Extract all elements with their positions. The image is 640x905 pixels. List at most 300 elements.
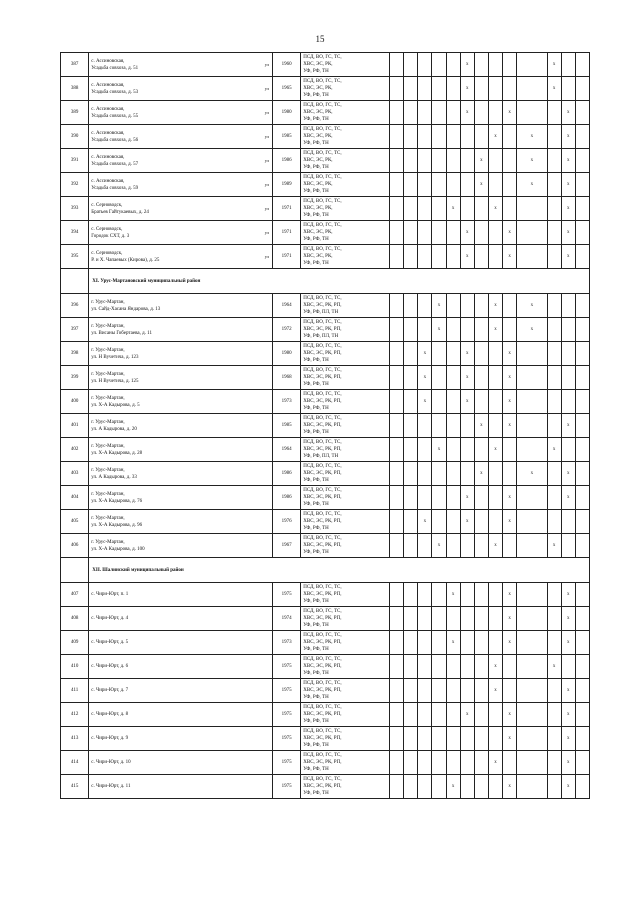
year-mark-cell — [517, 53, 547, 77]
address-cell — [89, 318, 273, 342]
year-mark-cell — [561, 438, 575, 462]
year-mark-cell — [503, 173, 517, 197]
year-mark-cell — [488, 727, 502, 751]
year-mark-cell — [432, 366, 446, 390]
year-mark-cell — [517, 727, 547, 751]
year-mark-cell — [503, 125, 517, 149]
address-cell — [89, 462, 273, 486]
works-line: ПСД, ВО, ГС, ТС, — [303, 585, 342, 590]
year-mark-cell — [446, 462, 460, 486]
year-mark-cell — [418, 221, 432, 245]
year-mark-cell — [432, 655, 446, 679]
year-mark-cell — [390, 583, 404, 607]
year-mark-cell — [547, 294, 561, 318]
table-row — [61, 486, 590, 510]
year-mark-cell — [460, 679, 474, 703]
year-mark-cell — [575, 751, 589, 775]
table-row — [61, 390, 590, 414]
year-mark-cell — [418, 77, 432, 101]
year-mark-cell — [432, 727, 446, 751]
works-line: ХВС, ЭС, РК, РП, — [303, 664, 342, 669]
row-number: 396 — [61, 294, 89, 318]
year-mark-cell: х — [561, 125, 575, 149]
row-number: 410 — [61, 655, 89, 679]
works-line: УФ, РФ, ТН — [303, 141, 329, 146]
address-line-1: с. Ассиновская, — [91, 154, 125, 160]
year-mark-cell — [390, 414, 404, 438]
year-mark-cell — [418, 245, 432, 269]
address-line-2: ул. Н Вучетича, д. 125 — [91, 378, 139, 384]
year-mark-cell — [446, 655, 460, 679]
table-row — [61, 173, 590, 197]
address-cell — [89, 342, 273, 366]
year-mark-cell: х — [561, 462, 575, 486]
address-cell — [89, 655, 273, 679]
works-line: ХВС, ЭС, РК, РП, — [303, 784, 342, 789]
build-year: 1980 — [273, 342, 301, 366]
year-mark-cell — [446, 221, 460, 245]
address-line-1: с. Чири-Юрт, д. 4 — [91, 616, 129, 621]
year-mark-cell — [517, 607, 547, 631]
year-mark-cell — [488, 607, 502, 631]
address-cell — [89, 679, 273, 703]
year-mark-cell — [418, 438, 432, 462]
year-mark-cell — [460, 462, 474, 486]
year-mark-cell — [404, 173, 418, 197]
works-line: УФ, РФ, ТН — [303, 791, 329, 796]
build-year: 1975 — [273, 775, 301, 799]
year-mark-cell — [390, 631, 404, 655]
year-mark-cell — [446, 294, 460, 318]
works-line: УФ, РФ, ТН — [303, 93, 329, 98]
year-mark-cell: х — [474, 414, 488, 438]
year-mark-cell — [517, 245, 547, 269]
year-mark-cell — [390, 53, 404, 77]
year-mark-cell: х — [460, 53, 474, 77]
street-suffix: ул — [264, 230, 269, 235]
year-mark-cell — [474, 607, 488, 631]
build-year: 1986 — [273, 462, 301, 486]
year-mark-cell — [561, 318, 575, 342]
year-mark-cell: х — [503, 510, 517, 534]
works-list — [301, 703, 390, 727]
works-line: УФ, РФ, ТН — [303, 671, 329, 676]
section-title: XI. Урус-Мартановский муниципальный район — [89, 269, 590, 294]
year-mark-cell — [404, 149, 418, 173]
year-mark-cell: х — [561, 727, 575, 751]
year-mark-cell — [575, 631, 589, 655]
year-mark-cell — [488, 366, 502, 390]
year-mark-cell — [517, 221, 547, 245]
street-suffix: ул — [264, 86, 269, 91]
address-cell — [89, 101, 273, 125]
year-mark-cell: х — [474, 173, 488, 197]
year-mark-cell — [488, 462, 502, 486]
row-number: 409 — [61, 631, 89, 655]
table-row — [61, 727, 590, 751]
year-mark-cell — [418, 462, 432, 486]
address-line-1: г. Урус-Мартан, — [91, 299, 125, 305]
row-number: 405 — [61, 510, 89, 534]
address-cell — [89, 77, 273, 101]
works-line: ПСД, ВО, ГС, ТС, — [303, 79, 342, 84]
year-mark-cell — [390, 486, 404, 510]
year-mark-cell — [517, 390, 547, 414]
year-mark-cell — [404, 125, 418, 149]
row-number: 398 — [61, 342, 89, 366]
address-cell — [89, 438, 273, 462]
year-mark-cell — [404, 679, 418, 703]
row-number: 400 — [61, 390, 89, 414]
address-line-2: Усадьба совхоза, д. 51 — [91, 65, 139, 71]
works-list — [301, 655, 390, 679]
address-cell — [89, 727, 273, 751]
year-mark-cell — [561, 390, 575, 414]
year-mark-cell — [517, 775, 547, 799]
year-mark-cell: х — [561, 486, 575, 510]
year-mark-cell — [517, 414, 547, 438]
year-mark-cell — [446, 342, 460, 366]
year-mark-cell — [547, 703, 561, 727]
row-number: 390 — [61, 125, 89, 149]
works-line: ПСД, ВО, ГС, ТС, — [303, 151, 342, 156]
table-row — [61, 149, 590, 173]
year-mark-cell — [446, 486, 460, 510]
year-mark-cell — [547, 125, 561, 149]
row-number: 414 — [61, 751, 89, 775]
address-line-2: ул. Висаны Гобертаева, д. 11 — [91, 330, 152, 336]
year-mark-cell — [460, 149, 474, 173]
year-mark-cell — [460, 583, 474, 607]
year-mark-cell — [404, 342, 418, 366]
year-mark-cell — [418, 197, 432, 221]
table-row — [61, 679, 590, 703]
year-mark-cell — [575, 583, 589, 607]
year-mark-cell — [432, 101, 446, 125]
build-year: 1971 — [273, 197, 301, 221]
table-row — [61, 775, 590, 799]
address-line-1: с. Ассиновская, — [91, 58, 125, 64]
address-line-1: с. Чири-Юрт, д. 10 — [91, 760, 131, 765]
year-mark-cell — [488, 703, 502, 727]
year-mark-cell — [517, 703, 547, 727]
build-year: 1975 — [273, 751, 301, 775]
year-mark-cell: х — [561, 197, 575, 221]
year-mark-cell — [517, 583, 547, 607]
works-line: УФ, РФ, ТН — [303, 430, 329, 435]
works-line: ПСД, ВО, ГС, ТС, — [303, 681, 342, 686]
year-mark-cell: х — [561, 221, 575, 245]
row-number: 395 — [61, 245, 89, 269]
works-list — [301, 245, 390, 269]
year-mark-cell — [418, 727, 432, 751]
build-year: 1986 — [273, 486, 301, 510]
address-cell — [89, 366, 273, 390]
row-number: 401 — [61, 414, 89, 438]
year-mark-cell — [460, 438, 474, 462]
build-year: 1975 — [273, 679, 301, 703]
works-line: УФ, РФ, ТН — [303, 647, 329, 652]
works-line: УФ, РФ, ТН — [303, 261, 329, 266]
year-mark-cell — [404, 631, 418, 655]
year-mark-cell — [547, 149, 561, 173]
table-row — [61, 125, 590, 149]
year-mark-cell — [390, 679, 404, 703]
works-line: ПСД, ВО, ГС, ТС, — [303, 705, 342, 710]
build-year: 1975 — [273, 583, 301, 607]
address-cell — [89, 197, 273, 221]
works-line: УФ, РФ, ПЛ, ТН — [303, 454, 339, 459]
works-list — [301, 775, 390, 799]
address-line-2: ул. А Кадырова, д. 33 — [91, 474, 137, 480]
year-mark-cell — [517, 101, 547, 125]
address-cell — [89, 414, 273, 438]
address-line-1: г. Урус-Мартан, — [91, 347, 125, 353]
year-mark-cell — [390, 703, 404, 727]
works-line: ПСД, ВО, ГС, ТС, — [303, 416, 342, 421]
year-mark-cell — [575, 775, 589, 799]
year-mark-cell — [474, 390, 488, 414]
year-mark-cell — [432, 197, 446, 221]
address-line-1: г. Урус-Мартан, — [91, 467, 125, 473]
works-list — [301, 679, 390, 703]
address-line-2: Усадьба совхоза, д. 56 — [91, 137, 139, 143]
year-mark-cell — [418, 486, 432, 510]
year-mark-cell — [561, 77, 575, 101]
works-line: ПСД, ВО, ГС, ТС, — [303, 777, 342, 782]
works-line: ХВС, ЭС, РК, — [303, 110, 333, 115]
year-mark-cell — [547, 221, 561, 245]
year-mark-cell — [547, 583, 561, 607]
table-row — [61, 751, 590, 775]
year-mark-cell — [446, 173, 460, 197]
year-mark-cell: х — [561, 583, 575, 607]
works-list — [301, 510, 390, 534]
year-mark-cell — [575, 221, 589, 245]
section-title: XII. Шалинский муниципальный район — [89, 558, 590, 583]
year-mark-cell — [404, 607, 418, 631]
works-list — [301, 607, 390, 631]
year-mark-cell — [446, 390, 460, 414]
works-list — [301, 173, 390, 197]
works-line: ПСД, ВО, ГС, ТС, — [303, 657, 342, 662]
year-mark-cell: х — [517, 125, 547, 149]
table-row — [61, 655, 590, 679]
year-mark-cell — [418, 125, 432, 149]
works-line: ХВС, ЭС, РК, РП, — [303, 712, 342, 717]
build-year: 1985 — [273, 125, 301, 149]
year-mark-cell — [432, 342, 446, 366]
year-mark-cell — [390, 149, 404, 173]
works-line: ХВС, ЭС, РК, — [303, 158, 333, 163]
year-mark-cell — [474, 583, 488, 607]
year-mark-cell — [517, 342, 547, 366]
year-mark-cell — [390, 390, 404, 414]
year-mark-cell — [418, 583, 432, 607]
build-year: 1965 — [273, 77, 301, 101]
year-mark-cell: х — [488, 197, 502, 221]
address-line-1: с. Чири-Юрт, п. 1 — [91, 592, 129, 597]
year-mark-cell — [575, 438, 589, 462]
works-line: УФ, РФ, ТН — [303, 623, 329, 628]
year-mark-cell — [474, 775, 488, 799]
works-line: УФ, РФ, ТН — [303, 767, 329, 772]
year-mark-cell — [503, 318, 517, 342]
address-line-2: ул. А Кадырова, д. 20 — [91, 426, 137, 432]
works-line: УФ, РФ, ТН — [303, 719, 329, 724]
works-list — [301, 583, 390, 607]
year-mark-cell: х — [460, 366, 474, 390]
address-line-1: г. Урус-Мартан, — [91, 539, 125, 545]
address-line-2: Усадьба совхоза, д. 53 — [91, 89, 139, 95]
works-line: ХВС, ЭС, РК, РП, — [303, 351, 342, 356]
address-cell — [89, 583, 273, 607]
address-line-1: с. Ассиновская, — [91, 178, 125, 184]
year-mark-cell — [418, 751, 432, 775]
year-mark-cell — [575, 727, 589, 751]
year-mark-cell — [390, 342, 404, 366]
year-mark-cell — [575, 390, 589, 414]
year-mark-cell: х — [547, 655, 561, 679]
year-mark-cell: х — [488, 438, 502, 462]
works-line: ХВС, ЭС, РК, РП, — [303, 375, 342, 380]
address-cell — [89, 390, 273, 414]
year-mark-cell — [404, 462, 418, 486]
address-line-1: с. Ассиновская, — [91, 130, 125, 136]
address-line-1: с. Чири-Юрт, д. 5 — [91, 640, 129, 645]
year-mark-cell — [446, 149, 460, 173]
street-suffix: ул — [264, 62, 269, 67]
works-line: ПСД, ВО, ГС, ТС, — [303, 488, 342, 493]
year-mark-cell — [404, 703, 418, 727]
year-mark-cell — [547, 510, 561, 534]
address-cell — [89, 751, 273, 775]
year-mark-cell — [404, 366, 418, 390]
table-row — [61, 101, 590, 125]
year-mark-cell — [418, 607, 432, 631]
year-mark-cell — [446, 125, 460, 149]
year-mark-cell — [488, 583, 502, 607]
year-mark-cell — [575, 294, 589, 318]
year-mark-cell — [488, 342, 502, 366]
works-line: ХВС, ЭС, РК, РП, — [303, 543, 342, 548]
year-mark-cell — [418, 318, 432, 342]
table-row — [61, 294, 590, 318]
year-mark-cell — [432, 390, 446, 414]
year-mark-cell — [418, 173, 432, 197]
year-mark-cell — [432, 679, 446, 703]
year-mark-cell — [474, 77, 488, 101]
year-mark-cell — [418, 703, 432, 727]
table-row — [61, 53, 590, 77]
year-mark-cell — [488, 53, 502, 77]
row-number: 399 — [61, 366, 89, 390]
address-cell — [89, 607, 273, 631]
address-line-1: с. Чири-Юрт, д. 11 — [91, 784, 131, 789]
works-line: ХВС, ЭС, РК, — [303, 230, 333, 235]
year-mark-cell — [517, 77, 547, 101]
year-mark-cell — [575, 534, 589, 558]
year-mark-cell — [488, 390, 502, 414]
works-line: УФ, РФ, ПЛ, ТН — [303, 334, 339, 339]
address-line-2: Городок СХТ, д. 3 — [91, 233, 130, 239]
year-mark-cell — [575, 173, 589, 197]
build-year: 1973 — [273, 390, 301, 414]
year-mark-cell — [474, 510, 488, 534]
row-number: 387 — [61, 53, 89, 77]
year-mark-cell — [488, 631, 502, 655]
year-mark-cell: х — [460, 101, 474, 125]
year-mark-cell — [390, 294, 404, 318]
address-cell — [89, 510, 273, 534]
address-line-1: г. Урус-Мартан, — [91, 491, 125, 497]
works-line: ХВС, ЭС, РК, РП, — [303, 640, 342, 645]
year-mark-cell — [488, 149, 502, 173]
year-mark-cell — [474, 438, 488, 462]
year-mark-cell — [446, 751, 460, 775]
year-mark-cell — [390, 751, 404, 775]
year-mark-cell — [390, 221, 404, 245]
year-mark-cell — [418, 775, 432, 799]
year-mark-cell: х — [460, 390, 474, 414]
year-mark-cell: х — [488, 655, 502, 679]
year-mark-cell — [432, 751, 446, 775]
works-line: ПСД, ВО, ГС, ТС, — [303, 175, 342, 180]
section-num-cell — [61, 558, 89, 583]
works-line: ПСД, ВО, ГС, ТС, — [303, 296, 342, 301]
year-mark-cell — [460, 173, 474, 197]
year-mark-cell: х — [432, 438, 446, 462]
year-mark-cell — [474, 727, 488, 751]
build-year: 1971 — [273, 221, 301, 245]
year-mark-cell — [575, 703, 589, 727]
works-line: ПСД, ВО, ГС, ТС, — [303, 223, 342, 228]
works-list — [301, 462, 390, 486]
table-row — [61, 631, 590, 655]
year-mark-cell — [517, 438, 547, 462]
address-line-1: с. Серноводск, — [91, 226, 123, 232]
year-mark-cell: х — [517, 173, 547, 197]
address-line-1: г. Урус-Мартан, — [91, 419, 125, 425]
year-mark-cell — [432, 221, 446, 245]
works-line: УФ, РФ, ТН — [303, 599, 329, 604]
year-mark-cell — [404, 534, 418, 558]
row-number: 393 — [61, 197, 89, 221]
year-mark-cell — [390, 245, 404, 269]
year-mark-cell — [418, 679, 432, 703]
section-row — [61, 269, 590, 294]
year-mark-cell — [503, 534, 517, 558]
build-year: 1975 — [273, 727, 301, 751]
year-mark-cell: х — [503, 414, 517, 438]
year-mark-cell: х — [547, 77, 561, 101]
year-mark-cell — [418, 53, 432, 77]
year-mark-cell — [575, 245, 589, 269]
year-mark-cell — [474, 751, 488, 775]
works-line: УФ, РФ, ТН — [303, 526, 329, 531]
row-number: 411 — [61, 679, 89, 703]
year-mark-cell — [418, 414, 432, 438]
year-mark-cell — [503, 438, 517, 462]
address-line-2: ул. Х-А Кадырова, д. 28 — [91, 450, 143, 456]
year-mark-cell — [547, 173, 561, 197]
address-line-1: с. Чири-Юрт, д. 9 — [91, 736, 129, 741]
build-year: 1964 — [273, 294, 301, 318]
year-mark-cell — [390, 125, 404, 149]
address-cell — [89, 703, 273, 727]
works-line: ХВС, ЭС, РК, — [303, 62, 333, 67]
year-mark-cell: х — [503, 101, 517, 125]
